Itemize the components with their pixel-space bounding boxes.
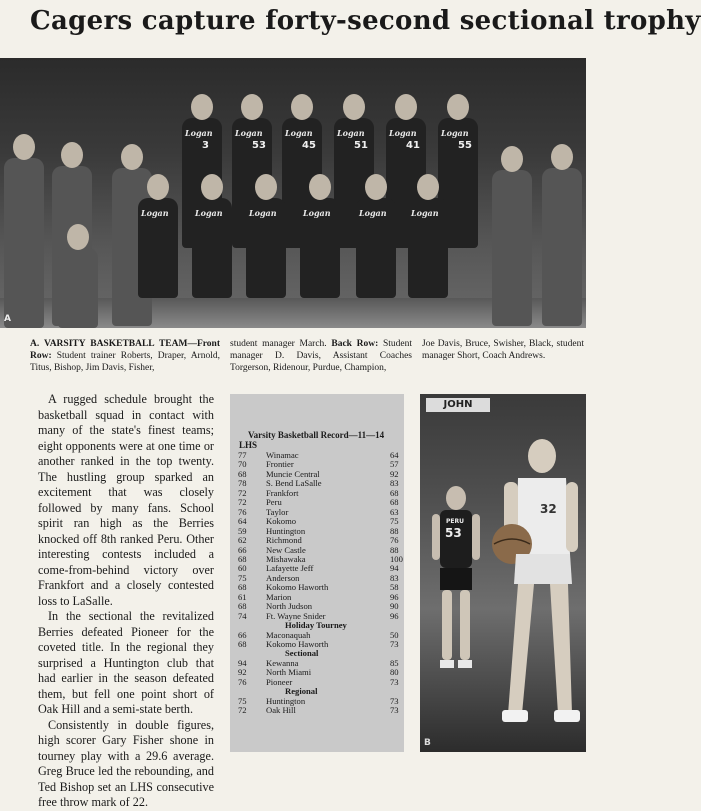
peru-jersey-number: 53 [445, 526, 462, 540]
opponent: Huntington [266, 525, 306, 536]
body-paragraph-3: Consistently in double figures, high scorer Gary Fisher shone in tourney play with a 29.6 average. Greg Bruce led the rebounding, and Ted Bishop set an LHS consecutive free throw mark of 22. [38, 717, 214, 809]
record-row-sectional-2 [238, 668, 400, 677]
lhs-score: 68 [238, 553, 247, 564]
opponent-score: 73 [390, 639, 399, 649]
opponent-score: 75 [390, 516, 399, 527]
opponent: Kokomo Haworth [266, 582, 329, 593]
head-shape [551, 144, 573, 170]
opponent: Oak Hill [266, 705, 296, 716]
head-shape [343, 94, 365, 120]
opponent-score: 96 [390, 610, 399, 621]
opponent: Ft. Wayne Snider [266, 610, 326, 621]
body-paragraph-1: A rugged schedule brought the basketball squad in contact with many of the state's finest teams; eight opponents were at one time or another ranked in the top twenty. The hustling group sparked an excitement that was closely followed by many fans. School spirit ran high as the Berries knocked off 8th ranked Peru. Other interesting contests included a come-from-behind victory over Frankfort and a closely contested loss to LaSalle. [38, 392, 214, 608]
body-paragraph-2: In the sectional the revitalized Berries defeated Pioneer for the coveted title. In the regional they surprised a Huntington club that had earlier in the season defeated them, but fell one point short of Oak Hill and a semi-state berth. [38, 609, 214, 716]
opponent-score: 83 [390, 478, 399, 489]
head-shape [501, 146, 523, 172]
head-shape [291, 94, 313, 120]
lhs-score: 60 [238, 563, 247, 574]
opponent: Maconaquah [266, 629, 311, 640]
lhs-score: 70 [238, 459, 247, 470]
record-row-season-4 [238, 479, 400, 488]
opponent: Winamac [266, 450, 299, 460]
record-row-season-9 [238, 527, 400, 536]
opponent-score: 88 [390, 525, 399, 536]
opponent: Taylor [266, 506, 289, 517]
record-row-sectional-3 [238, 678, 400, 687]
record-row-holiday-2 [238, 640, 400, 649]
head-shape [121, 144, 143, 170]
opponent-score: 96 [390, 591, 399, 602]
head-shape [309, 174, 331, 200]
jersey-script: Logan [141, 208, 169, 218]
lhs-score: 62 [238, 535, 247, 546]
record-row-season-6 [238, 498, 400, 507]
head-shape [417, 174, 439, 200]
holiday-tourney-heading: Holiday Tourney [285, 620, 347, 631]
lhs-score: 61 [238, 591, 247, 602]
opponent: Richmond [266, 535, 302, 546]
jersey-number: 51 [354, 140, 368, 151]
opponent: Pioneer [266, 676, 293, 687]
front-row-player-4 [300, 198, 340, 298]
opponent: Kokomo [266, 516, 297, 527]
lhs-score: 76 [238, 676, 247, 687]
opponent-score: 90 [390, 601, 399, 612]
opponent: Muncie Central [266, 468, 320, 479]
opponent-score: 80 [390, 667, 399, 678]
article-body [38, 392, 214, 811]
opponent-score: 76 [390, 535, 399, 546]
lhs-score: 72 [238, 705, 247, 716]
opponent-score: 50 [390, 629, 399, 640]
record-row-season-1 [238, 451, 400, 460]
front-row-player-3 [246, 198, 286, 298]
opponent: Frankfort [266, 487, 299, 498]
head-shape [147, 174, 169, 200]
opponent: North Judson [266, 601, 313, 612]
head-shape [61, 142, 83, 168]
jersey-script: Logan [303, 208, 331, 218]
staff-player-6 [58, 248, 98, 328]
head-shape [201, 174, 223, 200]
peru-player [430, 484, 482, 674]
jersey-script: Logan [235, 128, 263, 138]
opponent-score: 83 [390, 572, 399, 583]
opponent: Kewanna [266, 657, 299, 668]
head-shape [191, 94, 213, 120]
jersey-script: Logan [389, 128, 417, 138]
opponent-score: 73 [390, 695, 399, 706]
jersey-number: 53 [252, 140, 266, 151]
jersey-number: 55 [458, 140, 472, 151]
lhs-score: 68 [238, 468, 247, 479]
opponent-score: 92 [390, 468, 399, 479]
jersey-number: 45 [302, 140, 316, 151]
lhs-score: 68 [238, 601, 247, 612]
jersey-script: Logan [359, 208, 387, 218]
lhs-score: 75 [238, 695, 247, 706]
lhs-score: 66 [238, 544, 247, 555]
opponent-score: 73 [390, 676, 399, 687]
head-shape [13, 134, 35, 160]
lhs-score: 92 [238, 667, 247, 678]
head-shape [365, 174, 387, 200]
caption-col-3 [422, 338, 584, 362]
opponent: New Castle [266, 544, 306, 555]
lhs-score: 72 [238, 487, 247, 498]
peru-jersey-text: PERU [446, 518, 464, 525]
staff-player-5 [542, 168, 582, 326]
caption-text-d: Joe Davis, Bruce, Swisher, Black, student manager Short, Coach Andrews. [422, 339, 584, 361]
front-row-player-6 [408, 198, 448, 298]
opponent-score: 85 [390, 657, 399, 668]
caption-bold-a: A. VARSITY BASKETBALL TEAM—Front Row: [30, 339, 220, 361]
opponent-score: 63 [390, 506, 399, 517]
caption-col-2 [230, 338, 412, 374]
opponent: Mishawaka [266, 553, 306, 564]
logan-jersey-number: 32 [540, 502, 557, 516]
lhs-score: 64 [238, 516, 247, 527]
lhs-score: 72 [238, 497, 247, 508]
lhs-score: 59 [238, 525, 247, 536]
action-photo [420, 394, 586, 752]
head-shape [395, 94, 417, 120]
front-row-player-5 [356, 198, 396, 298]
page-headline: Cagers capture forty-second sectional trophy [30, 6, 701, 36]
jersey-script: Logan [249, 208, 277, 218]
lhs-score: 68 [238, 582, 247, 593]
lhs-score: 66 [238, 629, 247, 640]
opponent-score: 58 [390, 582, 399, 593]
record-row-season-10 [238, 536, 400, 545]
jersey-number: 41 [406, 140, 420, 151]
record-row-season-16 [238, 593, 400, 602]
record-title: Varsity Basketball Record—11—14 [248, 430, 385, 440]
opponent: Anderson [266, 572, 300, 583]
record-table [230, 394, 404, 752]
jersey-script: Logan [285, 128, 313, 138]
opponent-score: 68 [390, 497, 399, 508]
jersey-script: Logan [337, 128, 365, 138]
front-row-player-1 [138, 198, 178, 298]
regional-heading: Regional [285, 686, 318, 697]
opponent-score: 64 [390, 450, 399, 460]
jersey-script: Logan [441, 128, 469, 138]
caption-text-c: Student manager D. Davis, Assistant Coaches Torgerson, Ridenour, Purdue, Champion, [230, 339, 412, 373]
opponent: Huntington [266, 695, 306, 706]
head-shape [447, 94, 469, 120]
opponent: North Miami [266, 667, 312, 678]
front-row-player-2 [192, 198, 232, 298]
record-row-regional-2 [238, 706, 400, 715]
jersey-number: 3 [202, 140, 209, 151]
photo-letter-a: A [4, 314, 11, 324]
head-shape [241, 94, 263, 120]
record-row-season-8 [238, 517, 400, 526]
staff-player-1 [4, 158, 44, 328]
record-row-sectional-1 [238, 659, 400, 668]
lhs-score: 75 [238, 572, 247, 583]
staff-player-4 [492, 170, 532, 326]
team-photo [0, 58, 586, 328]
lhs-score: 78 [238, 478, 247, 489]
caption-col-1 [30, 338, 220, 374]
record-row-season-15 [238, 583, 400, 592]
logan-player-with-ball [482, 434, 586, 734]
caption-text-b: student manager March. [230, 339, 327, 349]
jersey-script: Logan [411, 208, 439, 218]
record-row-season-13 [238, 564, 400, 573]
sectional-heading: Sectional [285, 648, 319, 659]
record-row-season-11 [238, 546, 400, 555]
opponent-score: 57 [390, 459, 399, 470]
opponent-score: 73 [390, 705, 399, 716]
photo-letter-b: B [424, 738, 431, 748]
opponent: Kokomo Haworth [266, 639, 329, 649]
jersey-script: Logan [195, 208, 223, 218]
gym-banner: JOHN [426, 398, 490, 412]
opponent: Peru [266, 497, 282, 508]
lhs-score: 76 [238, 506, 247, 517]
caption-bold-b: Back Row: [331, 339, 379, 349]
record-row-regional-1 [238, 697, 400, 706]
record-row-season-5 [238, 489, 400, 498]
opponent: Marion [266, 591, 292, 602]
opponent-score: 88 [390, 544, 399, 555]
lhs-score: 74 [238, 610, 247, 621]
record-row-season-7 [238, 508, 400, 517]
opponent-score: 100 [390, 553, 403, 564]
caption-text-a: Student trainer Roberts, Draper, Arnold, Titus, Bishop, Jim Davis, Fisher, [30, 351, 220, 373]
lhs-score: 68 [238, 639, 247, 649]
head-shape [255, 174, 277, 200]
opponent-score: 68 [390, 487, 399, 498]
opponent-score: 94 [390, 563, 399, 574]
head-shape [67, 224, 89, 250]
jersey-script: Logan [185, 128, 213, 138]
lhs-score: 77 [238, 450, 247, 460]
opponent: S. Bend LaSalle [266, 478, 322, 489]
record-lhs-header: LHS [239, 440, 258, 450]
record-row-season-12 [238, 553, 403, 564]
lhs-score: 94 [238, 657, 247, 668]
opponent: Frontier [266, 459, 294, 470]
opponent: Lafayette Jeff [266, 563, 314, 574]
